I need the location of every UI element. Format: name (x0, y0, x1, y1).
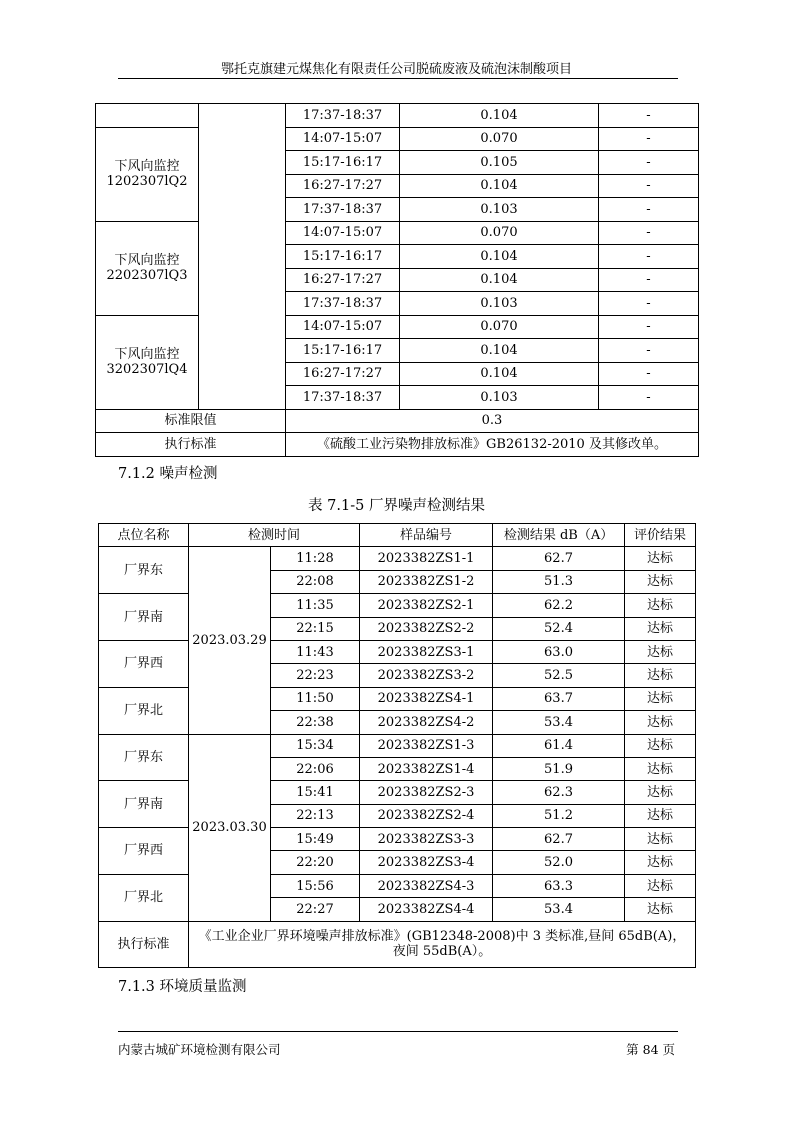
result-cell: - (599, 127, 699, 151)
footer-page-number: 第 84 页 (626, 1042, 675, 1057)
evaluation-cell: 达标 (625, 781, 696, 804)
evaluation-cell: 达标 (625, 617, 696, 640)
table-row (99, 524, 696, 547)
sample-id-cell: 2023382ZS3-3 (360, 828, 493, 851)
column-header: 检测时间 (189, 524, 360, 547)
result-cell: - (599, 151, 699, 175)
sample-id-cell: 2023382ZS4-3 (360, 874, 493, 897)
table-row (99, 781, 696, 804)
table-row (99, 640, 696, 663)
time-cell: 15:41 (271, 781, 360, 804)
value-cell: 0.104 (400, 174, 599, 198)
evaluation-cell: 达标 (625, 898, 696, 921)
footer-rule (118, 1031, 678, 1032)
table-row (96, 315, 699, 339)
result-cell: - (599, 221, 699, 245)
sample-id-cell: 2023382ZS1-3 (360, 734, 493, 757)
time-cell: 11:35 (271, 594, 360, 617)
column-header: 评价结果 (625, 524, 696, 547)
time-cell: 15:49 (271, 828, 360, 851)
value-cell: 0.070 (400, 221, 599, 245)
evaluation-cell: 达标 (625, 664, 696, 687)
result-cell: - (599, 386, 699, 410)
evaluation-cell: 达标 (625, 640, 696, 663)
time-cell: 15:17-16:17 (286, 245, 400, 269)
point-name-cell: 下风向监控 1202307lQ2 (96, 127, 199, 221)
time-cell: 22:08 (271, 570, 360, 593)
time-cell: 14:07-15:07 (286, 315, 400, 339)
time-cell: 15:17-16:17 (286, 339, 400, 363)
result-cell: - (599, 198, 699, 222)
result-cell: - (599, 268, 699, 292)
column-header: 点位名称 (99, 524, 189, 547)
table-row (99, 594, 696, 617)
noise-value-cell: 63.3 (493, 874, 625, 897)
sample-id-cell: 2023382ZS3-1 (360, 640, 493, 663)
value-cell: 0.103 (400, 292, 599, 316)
value-cell: 0.070 (400, 315, 599, 339)
table-caption: 表 7.1-5 厂界噪声检测结果 (308, 498, 485, 514)
result-cell: - (599, 339, 699, 363)
header-rule (118, 78, 678, 79)
table-row (99, 734, 696, 757)
time-cell: 22:38 (271, 711, 360, 734)
sample-id-cell: 2023382ZS1-2 (360, 570, 493, 593)
value-cell: 0.103 (400, 386, 599, 410)
table-row (99, 874, 696, 897)
evaluation-cell: 达标 (625, 828, 696, 851)
limit-label-cell: 标准限值 (96, 409, 286, 433)
point-name-cell: 下风向监控 2202307lQ3 (96, 221, 199, 315)
result-cell: - (599, 104, 699, 128)
point-name-cell: 厂界西 (99, 828, 189, 875)
time-cell: 15:56 (271, 874, 360, 897)
sample-id-cell: 2023382ZS1-4 (360, 757, 493, 780)
value-cell: 0.104 (400, 339, 599, 363)
table-row (99, 687, 696, 710)
time-cell: 22:06 (271, 757, 360, 780)
limit-value-cell: 0.3 (286, 409, 699, 433)
value-cell: 0.104 (400, 104, 599, 128)
time-cell: 16:27-17:27 (286, 362, 400, 386)
evaluation-cell: 达标 (625, 711, 696, 734)
time-cell: 17:37-18:37 (286, 386, 400, 410)
time-cell: 15:34 (271, 734, 360, 757)
table-row (96, 127, 699, 151)
blank-cell (199, 104, 286, 410)
time-cell: 22:15 (271, 617, 360, 640)
point-name-cell: 厂界南 (99, 781, 189, 828)
value-cell: 0.070 (400, 127, 599, 151)
point-name-cell: 厂界东 (99, 547, 189, 594)
footer-company: 内蒙古城矿环境检测有限公司 (118, 1042, 281, 1057)
sample-id-cell: 2023382ZS3-2 (360, 664, 493, 687)
noise-value-cell: 63.7 (493, 687, 625, 710)
sample-id-cell: 2023382ZS2-4 (360, 804, 493, 827)
time-cell: 16:27-17:27 (286, 268, 400, 292)
page-header-title: 鄂托克旗建元煤焦化有限责任公司脱硫废液及硫泡沫制酸项目 (220, 62, 572, 77)
sample-id-cell: 2023382ZS4-4 (360, 898, 493, 921)
date-cell: 2023.03.30 (189, 734, 271, 921)
evaluation-cell: 达标 (625, 874, 696, 897)
time-cell: 17:37-18:37 (286, 104, 400, 128)
result-cell: - (599, 292, 699, 316)
time-cell: 22:20 (271, 851, 360, 874)
noise-value-cell: 62.7 (493, 828, 625, 851)
evaluation-cell: 达标 (625, 687, 696, 710)
sample-id-cell: 2023382ZS3-4 (360, 851, 493, 874)
value-cell: 0.104 (400, 268, 599, 292)
sample-id-cell: 2023382ZS2-2 (360, 617, 493, 640)
evaluation-cell: 达标 (625, 570, 696, 593)
time-cell: 17:37-18:37 (286, 292, 400, 316)
table-row (99, 828, 696, 851)
point-name-cell: 厂界西 (99, 640, 189, 687)
table-row (96, 221, 699, 245)
time-cell: 22:27 (271, 898, 360, 921)
standard-label-cell: 执行标准 (99, 921, 189, 967)
point-name-cell: 下风向监控 3202307lQ4 (96, 315, 199, 409)
section-heading-env-quality: 7.1.3 环境质量监测 (118, 979, 247, 995)
time-cell: 14:07-15:07 (286, 221, 400, 245)
table-row (96, 409, 699, 433)
time-cell: 17:37-18:37 (286, 198, 400, 222)
evaluation-cell: 达标 (625, 804, 696, 827)
date-cell: 2023.03.29 (189, 547, 271, 734)
standard-label-cell: 执行标准 (96, 433, 286, 457)
noise-value-cell: 51.3 (493, 570, 625, 593)
air-monitoring-table (95, 103, 699, 457)
column-header: 样品编号 (360, 524, 493, 547)
evaluation-cell: 达标 (625, 594, 696, 617)
standard-value-cell: 《硫酸工业污染物排放标准》GB26132-2010 及其修改单。 (286, 433, 699, 457)
evaluation-cell: 达标 (625, 547, 696, 570)
section-heading-noise: 7.1.2 噪声检测 (118, 466, 218, 482)
column-header: 检测结果 dB（A） (493, 524, 625, 547)
noise-value-cell: 53.4 (493, 898, 625, 921)
noise-value-cell: 51.2 (493, 804, 625, 827)
noise-value-cell: 62.3 (493, 781, 625, 804)
time-cell: 15:17-16:17 (286, 151, 400, 175)
time-cell: 11:28 (271, 547, 360, 570)
standard-value-cell: 《工业企业厂界环境噪声排放标准》(GB12348-2008)中 3 类标准,昼间 65dB(A)， 夜间 55dB(A）。 (189, 921, 696, 967)
noise-value-cell: 53.4 (493, 711, 625, 734)
table-row (99, 547, 696, 570)
table-row (96, 104, 699, 128)
table-row (99, 921, 696, 967)
noise-value-cell: 62.2 (493, 594, 625, 617)
noise-result-table (98, 523, 696, 968)
point-name-cell: 厂界北 (99, 874, 189, 921)
time-cell: 22:13 (271, 804, 360, 827)
result-cell: - (599, 174, 699, 198)
sample-id-cell: 2023382ZS1-1 (360, 547, 493, 570)
result-cell: - (599, 362, 699, 386)
sample-id-cell: 2023382ZS4-1 (360, 687, 493, 710)
time-cell: 16:27-17:27 (286, 174, 400, 198)
sample-id-cell: 2023382ZS4-2 (360, 711, 493, 734)
point-name-cell (96, 104, 199, 128)
noise-value-cell: 52.0 (493, 851, 625, 874)
time-cell: 22:23 (271, 664, 360, 687)
noise-value-cell: 62.7 (493, 547, 625, 570)
noise-value-cell: 52.5 (493, 664, 625, 687)
table-row (96, 433, 699, 457)
time-cell: 11:43 (271, 640, 360, 663)
sample-id-cell: 2023382ZS2-1 (360, 594, 493, 617)
point-name-cell: 厂界北 (99, 687, 189, 734)
point-name-cell: 厂界南 (99, 594, 189, 641)
noise-value-cell: 63.0 (493, 640, 625, 663)
time-cell: 11:50 (271, 687, 360, 710)
evaluation-cell: 达标 (625, 734, 696, 757)
evaluation-cell: 达标 (625, 851, 696, 874)
point-name-cell: 厂界东 (99, 734, 189, 781)
result-cell: - (599, 245, 699, 269)
noise-value-cell: 52.4 (493, 617, 625, 640)
time-cell: 14:07-15:07 (286, 127, 400, 151)
value-cell: 0.103 (400, 198, 599, 222)
noise-value-cell: 61.4 (493, 734, 625, 757)
sample-id-cell: 2023382ZS2-3 (360, 781, 493, 804)
evaluation-cell: 达标 (625, 757, 696, 780)
noise-value-cell: 51.9 (493, 757, 625, 780)
value-cell: 0.104 (400, 245, 599, 269)
value-cell: 0.104 (400, 362, 599, 386)
result-cell: - (599, 315, 699, 339)
value-cell: 0.105 (400, 151, 599, 175)
